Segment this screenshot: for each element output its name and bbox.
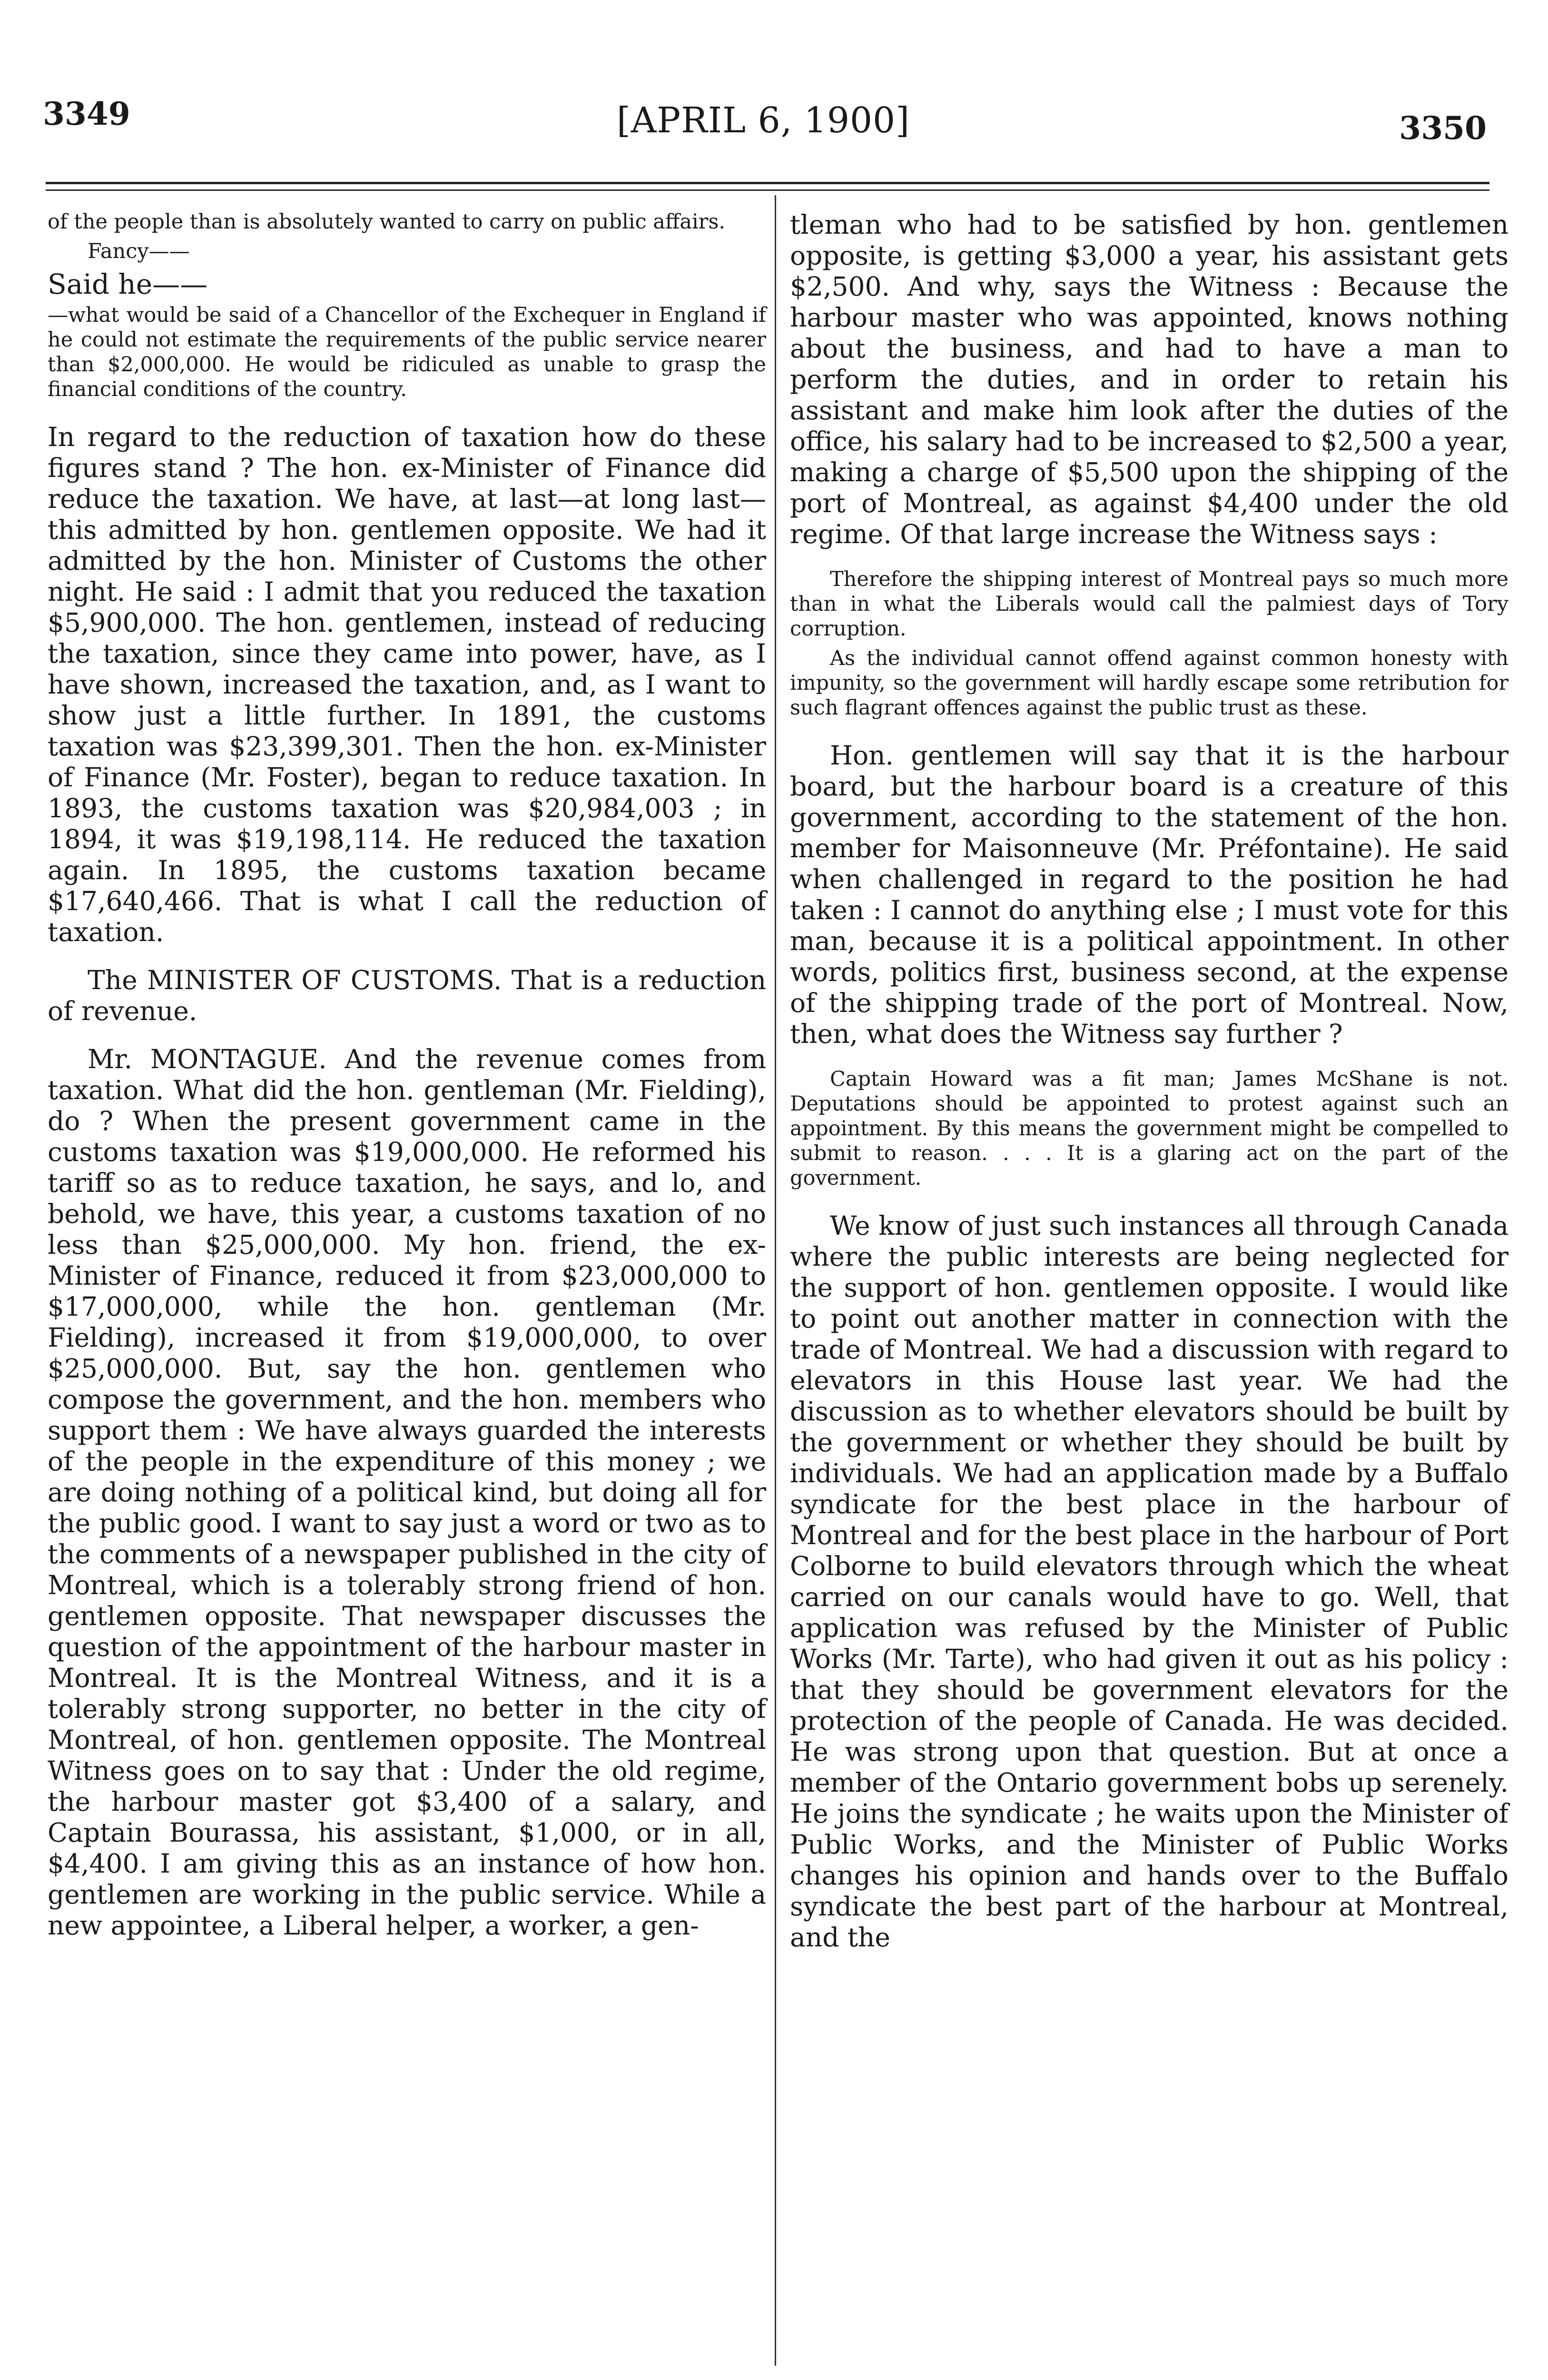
page-date: [APRIL 6, 1900]: [616, 100, 910, 141]
header-rule-thin: [46, 189, 1489, 191]
quote-captain-howard: Captain Howard was a fit man; James McShane is not. Deputations should be appointed to protest against such an appointment. By this means the government might be compelled to submit to reason. . . . It is a glaring act on the part of the government.: [790, 1067, 1509, 1190]
page-number-left: 3349: [43, 95, 130, 132]
paragraph-montague: Mr. MONTAGUE. And the revenue comes from taxation. What did the hon. gentleman (Mr. Fielding), do ? When the present government came in the customs taxation was $19,000,000. He reformed his tariff so as to reduce taxation, he says, and lo, and behold, we have, this year, a customs taxation of no less than $25,000,000. My hon. friend, the ex-Minister of Finance, reduced it from $23,000,000 to $17,000,000, while the hon. gentleman (Mr. Fielding), increased it from $19,000,000, to over $25,000,000. But, say the hon. gentlemen who compose the government, and the hon. members who support them : We have always guarded the interests of the people in the expenditure of this money ; we are doing nothing of a political kind, but doing all for the public good. I want to say just a word or two as to the comments of a newspaper published in the city of Montreal, which is a tolerably strong friend of hon. gentlemen opposite. That newspaper discusses the question of the appointment of the harbour master in Montreal. It is the Montreal Witness, and it is a tolerably strong supporter, no better in the city of Montreal, of hon. gentlemen opposite. The Montreal Witness goes on to say that : Under the old regime, the harbour master got $3,400 of a salary, and Captain Bourassa, his assistant, $1,000, or in all, $4,400. I am giving this as an instance of how hon. gentlemen are working in the public service. While a new appointee, a Liberal helper, a worker, a gen-: [48, 1044, 766, 1941]
quote-fancy: Fancy——: [88, 239, 190, 263]
header-rule-thick: [46, 182, 1489, 184]
quote-witness-1: Therefore the shipping interest of Montreal pays so much more than in what the Liberals would call the palmiest days of Tory corruption.: [790, 567, 1509, 641]
said-he: Said he——: [48, 268, 208, 300]
paragraph-minister-customs: The MINISTER OF CUSTOMS. That is a reduction of revenue.: [48, 965, 766, 1026]
quote-chancellor: —what would be said of a Chancellor of the Exchequer in England if he could not estimate the requirements of the public service nearer than $2,000,000. He would be ridiculed as unable to grasp the financial conditions of the country.: [48, 303, 766, 401]
column-divider: [775, 195, 776, 2366]
quote-continuation: of the people than is absolutely wanted to carry on public affairs.: [48, 210, 726, 234]
quote-witness-2: As the individual cannot offend against common honesty with impunity, so the government will hardly escape some retribution for such flagrant offences against the public trust as these.: [790, 646, 1509, 720]
right-column: [790, 209, 1509, 1970]
left-column: [48, 209, 766, 1958]
paragraph-harbour-board: Hon. gentlemen will say that it is the harbour board, but the harbour board is a creature of this government, according to the statement of the hon. member for Maisonneuve (Mr. Préfontaine). He said when challenged in regard to the position he had taken : I cannot do anything else ; I must vote for this man, because it is a political appointment. In other words, politics first, business second, at the expense of the shipping trade of the port of Montreal. Now, then, what does the Witness say further ?: [790, 740, 1509, 1049]
paragraph-harbour-master: tleman who had to be satisfied by hon. gentlemen opposite, is getting $3,000 a year, his assistant gets $2,500. And why, says the Witness : Because the harbour master who was appointed, knows nothing about the business, and had to have a man to perform the duties, and in order to retain his assistant and make him look after the duties of the office, his salary had to be increased to $2,500 a year, making a charge of $5,500 upon the shipping of the port of Montreal, as against $4,400 under the old regime. Of that large increase the Witness says :: [790, 209, 1509, 549]
page-header: [40, 95, 1487, 167]
paragraph-taxation: In regard to the reduction of taxation how do these figures stand ? The hon. ex-Minister of Finance did reduce the taxation. We have, at last—at long last—this admitted by hon. gentlemen opposite. We had it admitted by the hon. Minister of Customs the other night. He said : I admit that you reduced the taxation $5,900,000. The hon. gentlemen, instead of reducing the taxation, since they came into power, have, as I have shown, increased the taxation, and, as I want to show just a little further. In 1891, the customs taxation was $23,399,301. Then the hon. ex-Minister of Finance (Mr. Foster), began to reduce taxation. In 1893, the customs taxation was $20,984,003 ; in 1894, it was $19,198,114. He reduced the taxation again. In 1895, the customs taxation became $17,640,466. That is what I call the reduction of taxation.: [48, 422, 766, 947]
paragraph-elevators: We know of just such instances all through Canada where the public interests are being neglected for the support of hon. gentlemen opposite. I would like to point out another matter in connection with the trade of Montreal. We had a discussion with regard to elevators in this House last year. We had the discussion as to whether elevators should be built by the government or whether they should be built by individuals. We had an application made by a Buffalo syndicate for the best place in the harbour of Montreal and for the best place in the harbour of Port Colborne to build elevators through which the wheat carried on our canals would have to go. Well, that application was refused by the Minister of Public Works (Mr. Tarte), who had given it out as his policy : that they should be government elevators for the protection of the people of Canada. He was decided. He was strong upon that question. But at once a member of the Ontario government bobs up serenely. He joins the syndicate ; he waits upon the Minister of Public Works, and the Minister of Public Works changes his opinion and hands over to the Buffalo syndicate the best part of the harbour at Montreal, and the: [790, 1210, 1509, 1953]
page-number-right: 3350: [1399, 109, 1487, 147]
